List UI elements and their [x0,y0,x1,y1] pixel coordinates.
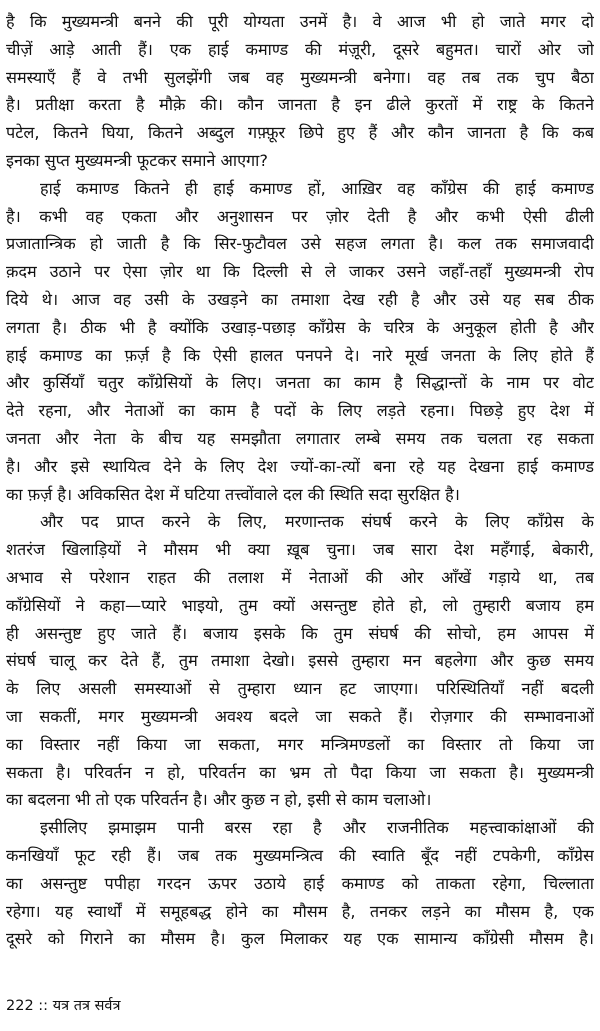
text-line: चीज़ें आड़े आती हैं। एक हाई कमाण्ड की मंज़ूरी, दूसरे बहुमत। चारों ओर जो [6,39,594,59]
text-line: इनका सुप्त मुख्यमन्त्री फूटकर समाने आएगा? [6,150,268,170]
text-line: के लिए असली समस्याओं से तुम्हारा ध्यान हट जाएगा। परिस्थितियाँ नहीं बदली [6,679,594,699]
text-line: का फ़र्ज़ है। अविकसित देश में घटिया तत्त्वोंवाले दल की स्थिति सदा सुरक्षित है। [6,484,460,504]
text-line: और पद प्राप्त करने के लिए, मरणान्तक संघर्ष करने के लिए काँग्रेस के [40,512,594,532]
text-line: का असन्तुष्ट पपीहा गरदन ऊपर उठाये हाई कमाण्ड को ताकता रहेगा, चिल्लाता [6,873,594,893]
page-footer [6,994,120,1018]
text-line: है। प्रतीक्षा करता है मौक़े की। कौन जानता है इन ढीले कुरतों में राष्ट्र के कितने [6,95,594,115]
text-line: का विस्तार नहीं किया जा सकता, मगर मन्त्रिमण्डलों का विस्तार तो किया जा [6,734,594,754]
text-line: कनखियाँ फूट रही हैं। जब तक मुख्यमन्त्रित्व की स्वाति बूँद नहीं टपकेगी, काँग्रेस [6,845,594,865]
text-line: क़दम उठाने पर ऐसा ज़ोर था कि दिल्ली से ले जाकर उसने जहाँ-तहाँ मुख्यमन्त्री रोप [6,262,594,282]
paragraph-1 [6,8,594,175]
text-line: काँग्रेसियों ने कहा—प्यारे भाइयो, तुम क्यों असन्तुष्ट होते हो, लो तुम्हारी बजाय हम [6,595,594,615]
book-title: यत्र तत्र सर्वत्र [52,998,121,1014]
paragraph-3 [6,508,594,814]
page-number: 222 [6,998,34,1014]
text-line: हाई कमाण्ड का फ़र्ज़ है कि ऐसी हालत पनपने दे। नारे मूर्ख जनता के लिए होते हैं [6,345,594,365]
text-line: है। कभी वह एकता और अनुशासन पर ज़ोर देती है और कभी ऐसी ढीली [6,206,594,226]
text-line: सकता है। परिवर्तन न हो, परिवर्तन का भ्रम तो पैदा किया जा सकता है। मुख्यमन्त्री [6,762,594,782]
text-line: दिये थे। आज वह उसी के उखड़ने का तमाशा देख रही है और उसे यह सब ठीक [6,289,594,309]
text-line: ही असन्तुष्ट हुए जाते हैं। बजाय इसके कि तुम संघर्ष की सोचो, हम आपस में [6,623,594,643]
text-line: शतरंज खिलाड़ियों ने मौसम भी क्या ख़ूब चुना। जब सारा देश महँगाई, बेकारी, [6,540,594,560]
text-line: और कुर्सियाँ चतुर काँग्रेसियों के लिए। जनता का काम है सिद्धान्तों के नाम पर वोट [6,373,594,393]
text-line: अभाव से परेशान राहत की तलाश में नेताओं की ओर आँखें गड़ाये था, तब [6,567,594,587]
text-line: पटेल, कितने घिया, कितने अब्दुल गफ़्फ़ूर छिपे हुए हैं और कौन जानता है कि कब [6,123,594,143]
text-line: लगता है। ठीक भी है क्योंकि उखाड़-पछाड़ काँग्रेस के चरित्र के अनुकूल होती है और [6,317,594,337]
body-text [6,8,594,953]
text-line: जनता और नेता के बीच यह समझौता लगातार लम्बे समय तक चलता रह सकता [6,428,594,448]
text-line: इसीलिए झमाझम पानी बरस रहा है और राजनीतिक महत्त्वाकांक्षाओं की [40,818,594,838]
text-line: है कि मुख्यमन्त्री बनने की पूरी योग्यता उनमें है। वे आज भी हो जाते मगर दो [6,12,594,31]
paragraph-2 [6,175,594,509]
text-line: हाई कमाण्ड कितने ही हाई कमाण्ड हों, आख़िर वह काँग्रेस की हाई कमाण्ड [40,178,594,198]
text-line: का बदलना भी तो एक परिवर्तन है। और कुछ न हो, इसी से काम चलाओ। [6,790,432,810]
text-line: रहेगा। यह स्वार्थों में समूहबद्ध होने का मौसम है, तनकर लड़ने का मौसम है, एक [6,901,594,921]
text-line: जा सकतीं, मगर मुख्यमन्त्री अवश्य बदले जा सकते हैं। रोज़गार की सम्भावनाओं [6,706,594,726]
footer-separator: :: [38,998,49,1014]
text-line: देते रहना, और नेताओं का काम है पदों के लिए लड़ते रहना। पिछड़े हुए देश में [6,401,594,421]
paragraph-4 [6,814,594,953]
text-line: समस्याएँ हैं वे तभी सुलझेंगी जब वह मुख्यमन्त्री बनेगा। वह तब तक चुप बैठा [6,67,594,87]
text-line: संघर्ष चालू कर देते हैं, तुम तमाशा देखो। इससे तुम्हारा मन बहलेगा और कुछ समय [6,651,594,671]
text-line: प्रजातान्त्रिक हो जाती है कि सिर-फुटौवल उसे सहज लगता है। कल तक समाजवादी [6,234,594,254]
text-line: दूसरे को गिराने का मौसम है। कुल मिलाकर यह एक सामान्य काँग्रेसी मौसम है। [6,929,594,949]
text-line: है। और इसे स्थायित्व देने के लिए देश ज्यों-का-त्यों बना रहे यह देखना हाई कमाण्ड [6,456,594,476]
